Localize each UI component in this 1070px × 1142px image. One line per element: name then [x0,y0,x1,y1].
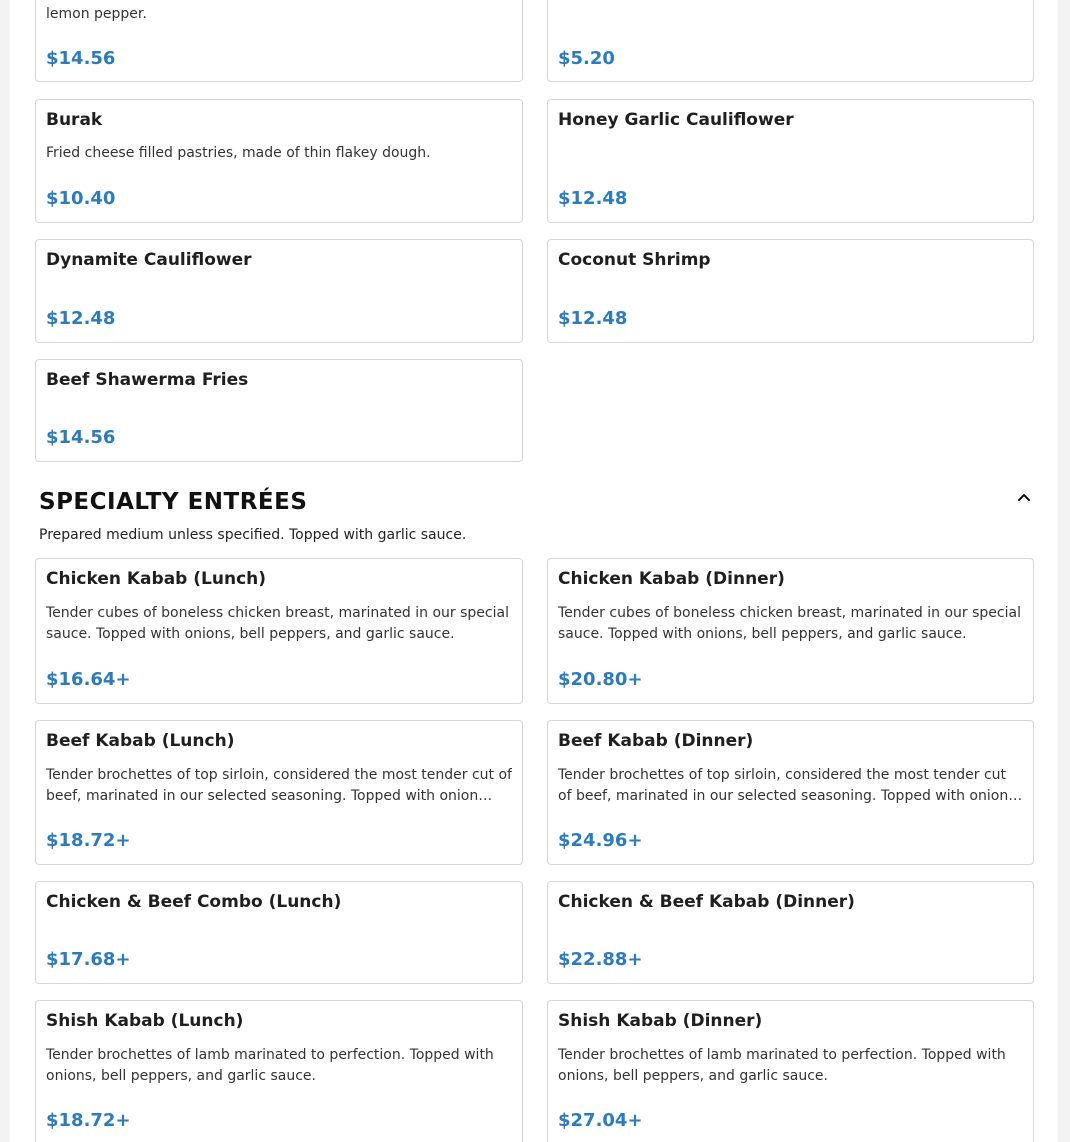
menu-item-card[interactable] [547,1000,1034,1142]
menu-item-price: $12.48 [558,308,628,329]
menu-item-name: Beef Kabab (Dinner) [558,731,754,751]
menu-item-price: $10.40 [46,188,116,209]
menu-item-price: $14.56 [46,427,116,448]
menu-item-price: $17.68+ [46,949,131,970]
menu-item-price: $24.96+ [558,830,643,851]
menu-item-price: $16.64+ [46,669,131,690]
menu-item-description: Tender brochettes of lamb marinated to perfection. Topped with onions, bell peppers, and garlic sauce. [558,1047,1006,1084]
menu-item-price: $27.04+ [558,1110,643,1131]
menu-item-description: Tender brochettes of top sirloin, considered the most tender cut of beef, marinated in our selected seasoning. Topped with onion… [46,767,512,804]
menu-item-name: Dynamite Cauliflower [46,250,252,270]
menu-item-name: Burak [46,110,103,130]
menu-item-description: Tender cubes of boneless chicken breast, marinated in our special sauce. Topped with onions, bell peppers, and garlic sauce. [558,605,1021,642]
menu-item-price: $5.20 [558,48,615,69]
menu-item-name: Shish Kabab (Dinner) [558,1011,763,1031]
menu-page [10,0,1058,1142]
menu-item-price: $22.88+ [558,949,643,970]
menu-item-card[interactable] [35,720,523,865]
menu-item-card[interactable] [35,99,523,223]
section-subtitle: Prepared medium unless specified. Topped with garlic sauce. [39,527,467,543]
menu-item-name: Beef Kabab (Lunch) [46,731,235,751]
menu-item-description: Tender cubes of boneless chicken breast, marinated in our special sauce. Topped with onions, bell peppers, and garlic sauce. [46,605,509,642]
menu-item-name: Chicken & Beef Combo (Lunch) [46,892,342,912]
menu-item-card[interactable] [35,881,523,984]
menu-item-name: Beef Shawerma Fries [46,370,249,390]
menu-item-price: $18.72+ [46,1110,131,1131]
menu-item-card[interactable] [35,359,523,462]
menu-item-name: Shish Kabab (Lunch) [46,1011,244,1031]
menu-item-card[interactable] [547,239,1034,343]
section-title: SPECIALTY ENTRÉES [39,489,308,515]
menu-item-description: Tender brochettes of lamb marinated to perfection. Topped with onions, bell peppers, and garlic sauce. [46,1047,494,1084]
menu-item-card[interactable] [547,720,1034,865]
menu-item-card[interactable] [35,239,523,343]
menu-item-description: Fried cheese filled pastries, made of thin flakey dough. [46,145,431,161]
menu-item-price: $20.80+ [558,669,643,690]
menu-item-name: Chicken Kabab (Lunch) [46,569,267,589]
menu-item-card[interactable] [547,99,1034,223]
menu-item-name: Chicken & Beef Kabab (Dinner) [558,892,855,912]
menu-item-description: Tender brochettes of top sirloin, considered the most tender cut of beef, marinated in our selected seasoning. Topped with onion… [558,767,1023,804]
menu-item-price: $12.48 [558,188,628,209]
menu-item-price: $12.48 [46,308,116,329]
menu-item-name: Coconut Shrimp [558,250,711,270]
menu-item-card[interactable] [35,0,523,82]
menu-item-price: $18.72+ [46,830,131,851]
menu-item-name: Honey Garlic Cauliflower [558,110,794,130]
menu-item-card[interactable] [547,558,1034,704]
menu-item-name: Chicken Kabab (Dinner) [558,569,785,589]
menu-item-card[interactable] [547,0,1034,82]
menu-item-card[interactable] [35,1000,523,1142]
menu-item-price: $14.56 [46,48,116,69]
menu-item-description: lemon pepper. [46,6,147,22]
chevron-up-icon [1016,489,1032,505]
section-collapse-button[interactable] [1013,486,1035,508]
menu-item-card[interactable] [35,558,523,704]
menu-item-card[interactable] [547,881,1034,984]
